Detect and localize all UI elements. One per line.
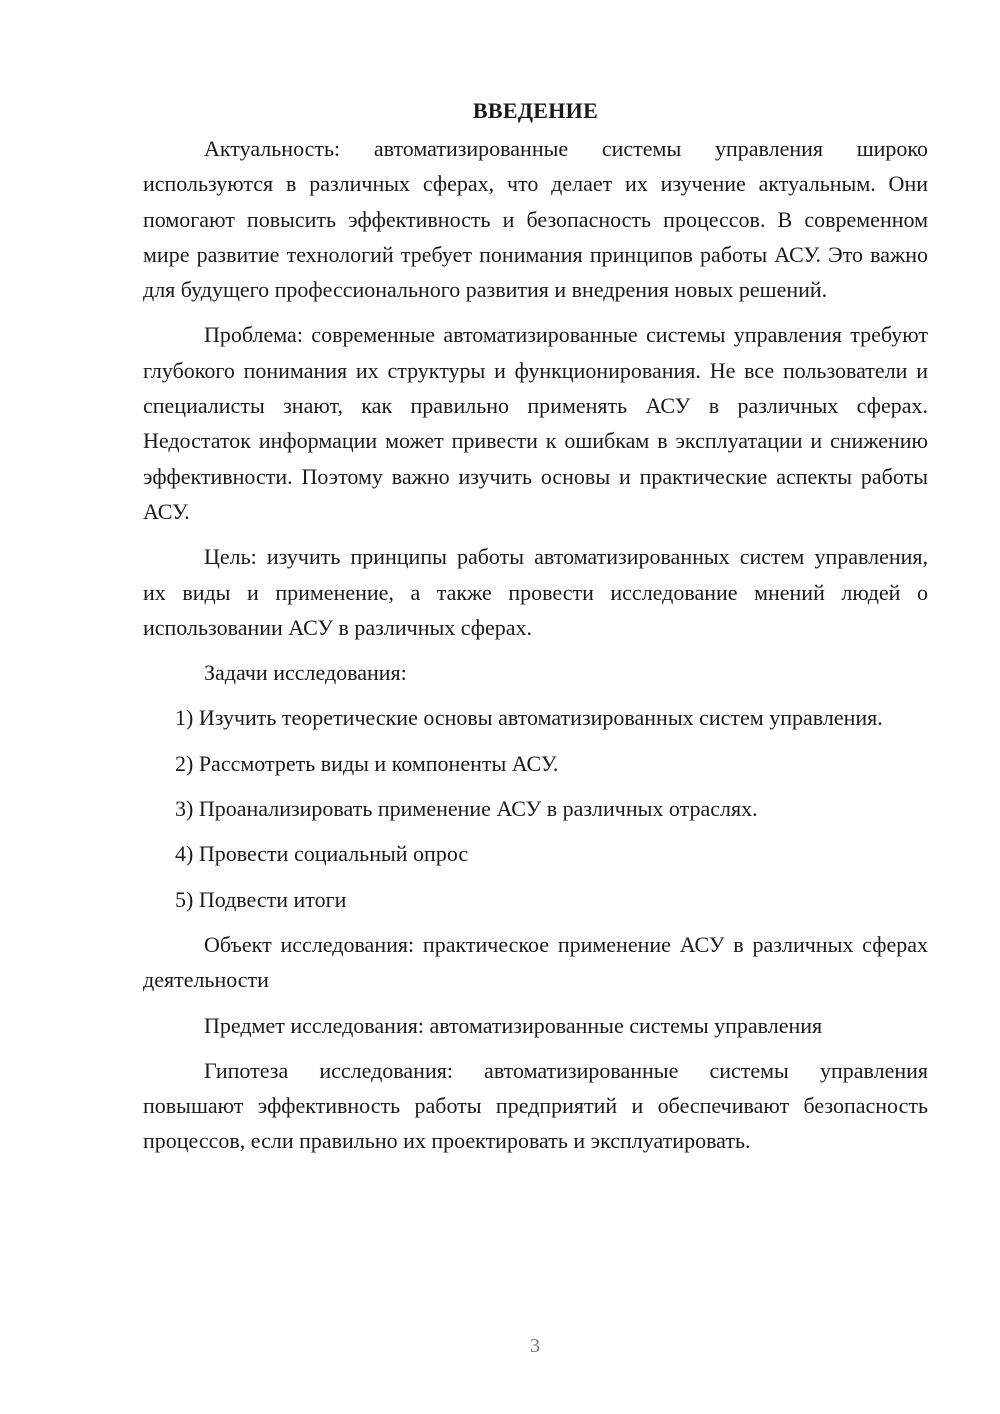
section-title: ВВЕДЕНИЕ [472, 98, 599, 123]
task-item-4: 4) Провести социальный опрос [175, 841, 469, 867]
actuality-paragraph: Актуальность: автоматизированные системы управления широко используются в различных сферах, что делает их изучение актуальным. Они помогают повысить эффективность и безопасность процессов. В современном мире развитие технологий требует понимания принципов работы АСУ. Это важно для будущего профессионального развития и внедрения новых решений. [143, 136, 928, 303]
task-item-5: 5) Подвести итоги [175, 886, 347, 912]
problem-paragraph: Проблема: современные автоматизированные системы управления требуют глубокого понимания их структуры и функционирования. Не все пользователи и специалисты знают, как правильно применять АСУ в различных сферах. Недостаток информации может привести к ошибкам в эксплуатации и снижению эффективности. Поэтому важно изучить основы и практические аспекты работы АСУ. [143, 322, 928, 524]
task-item-2: 2) Рассмотреть виды и компоненты АСУ. [175, 750, 559, 776]
subject-paragraph: Предмет исследования: автоматизированные системы управления [204, 1012, 823, 1038]
goal-paragraph: Цель: изучить принципы работы автоматизированных систем управления, их виды и применение, а также провести исследование мнений людей о использовании АСУ в различных сферах. [143, 544, 928, 640]
task-item-1: 1) Изучить теоретические основы автоматизированных систем управления. [175, 705, 883, 731]
object-paragraph: Объект исследования: практическое применение АСУ в различных сферах деятельности [143, 931, 928, 993]
hypothesis-paragraph: Гипотеза исследования: автоматизированные системы управления повышают эффективность работы предприятий и обеспечивают безопасность процессов, если правильно их проектировать и эксплуатировать. [143, 1057, 928, 1154]
document-page [143, 94, 928, 1169]
task-item-3: 3) Проанализировать применение АСУ в различных отраслях. [175, 796, 758, 822]
page-number: 3 [530, 1335, 540, 1357]
tasks-heading: Задачи исследования: [204, 660, 407, 686]
